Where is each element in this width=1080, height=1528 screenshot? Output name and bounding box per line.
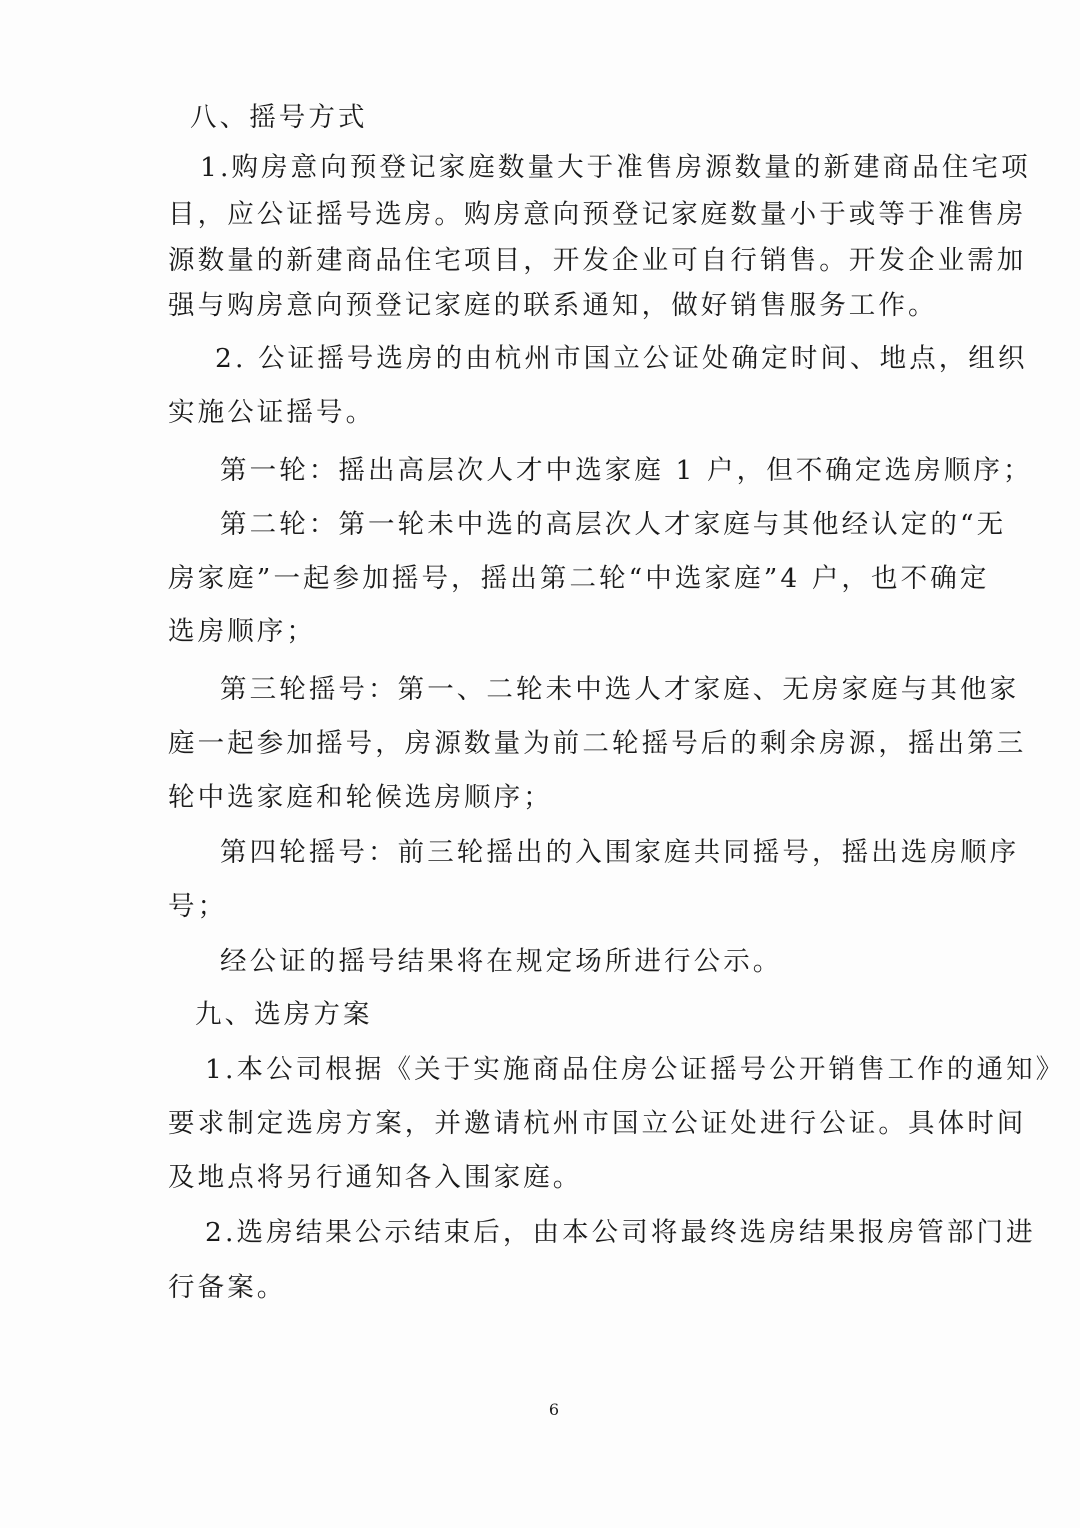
paragraph-line: 选房顺序； [168, 616, 316, 647]
paragraph-line: 轮中选家庭和轮候选房顺序； [168, 782, 553, 813]
paragraph-line: 房家庭”一起参加摇号，摇出第二轮“中选家庭”4 户，也不确定 [168, 563, 990, 594]
paragraph-line: 号； [168, 891, 228, 922]
paragraph-line: 目，应公证摇号选房。购房意向预登记家庭数量小于或等于准售房 [168, 199, 1027, 230]
page-number: 6 [548, 1400, 560, 1419]
section-heading-selection-plan: 九、选房方案 [195, 999, 373, 1030]
paragraph-line: 第三轮摇号：第一、二轮未中选人才家庭、无房家庭与其他家 [220, 674, 1020, 705]
paragraph-line: 1.本公司根据《关于实施商品住房公证摇号公开销售工作的通知》 [205, 1054, 1066, 1085]
paragraph-line: 源数量的新建商品住宅项目，开发企业可自行销售。开发企业需加 [168, 245, 1027, 276]
paragraph-line: 要求制定选房方案，并邀请杭州市国立公证处进行公证。具体时间 [168, 1108, 1027, 1139]
paragraph-line: 第四轮摇号：前三轮摇出的入围家庭共同摇号，摇出选房顺序 [220, 837, 1020, 868]
paragraph-line: 2. 公证摇号选房的由杭州市国立公证处确定时间、地点，组织 [215, 343, 1028, 374]
paragraph-line: 庭一起参加摇号，房源数量为前二轮摇号后的剩余房源，摇出第三 [168, 728, 1027, 759]
paragraph-line: 经公证的摇号结果将在规定场所进行公示。 [220, 946, 783, 977]
paragraph-line: 行备案。 [168, 1272, 287, 1303]
section-heading-lottery-method: 八、摇号方式 [190, 102, 368, 133]
paragraph-line: 第二轮：第一轮未中选的高层次人才家庭与其他经认定的“无 [220, 509, 1007, 540]
paragraph-line: 1.购房意向预登记家庭数量大于准售房源数量的新建商品住宅项 [200, 152, 1031, 183]
paragraph-line: 实施公证摇号。 [168, 397, 376, 428]
paragraph-line: 及地点将另行通知各入围家庭。 [168, 1162, 583, 1193]
paragraph-line: 2.选房结果公示结束后，由本公司将最终选房结果报房管部门进 [205, 1217, 1036, 1248]
paragraph-line: 第一轮：摇出高层次人才中选家庭 1 户，但不确定选房顺序； [220, 455, 1033, 486]
paragraph-line: 强与购房意向预登记家庭的联系通知，做好销售服务工作。 [168, 290, 938, 321]
